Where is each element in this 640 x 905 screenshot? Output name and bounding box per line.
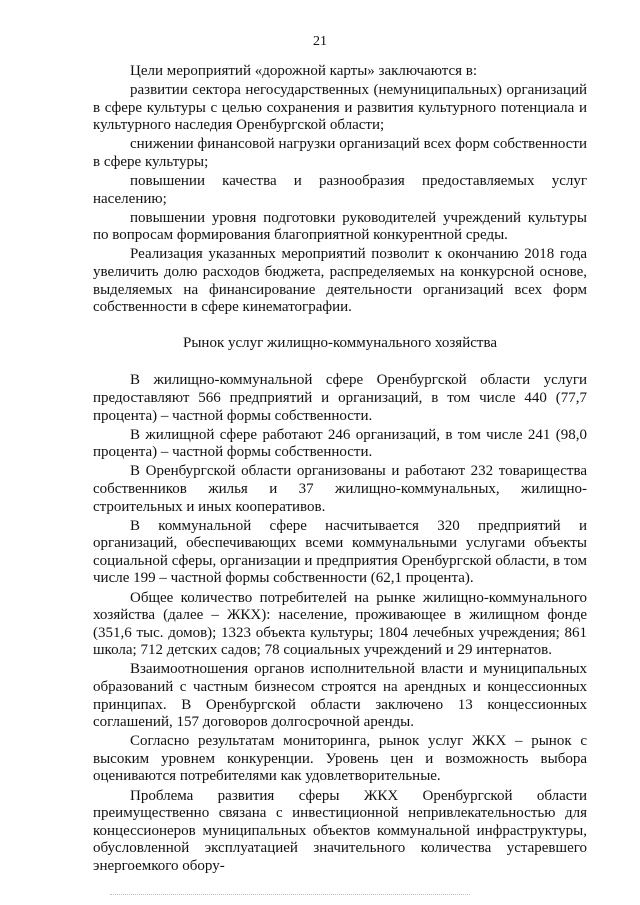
paragraph: В Оренбургской области организованы и работают 232 товарищества собственников жилья и 37 жилищно-коммунальных, жилищно-строительных и иных кооперативов.: [93, 463, 587, 515]
paragraph: повышении уровня подготовки руководителей учреждений культуры по вопросам формирования благоприятной конкурентной среды.: [93, 209, 587, 244]
page-number: 21: [313, 34, 327, 49]
section-heading: Рынок услуг жилищно-коммунального хозяйства: [183, 334, 497, 351]
scan-artifact-line: [110, 892, 470, 895]
paragraph: В жилищной сфере работают 246 организаций, в том числе 241 (98,0 процента) – частной формы собственности.: [93, 426, 587, 461]
paragraph: Проблема развития сферы ЖКХ Оренбургской области преимущественно связана с инвестиционной непривлекательностью для концессионеров муниципальных объектов коммунальной инфраструктуры, обусловленной эксплуатацией значительного количества устаревшего энергоемкого обору-: [93, 787, 587, 874]
document-body: [93, 63, 587, 877]
paragraph: В жилищно-коммунальной сфере Оренбургской области услуги предоставляют 566 предприятий и организаций, в том числе 440 (77,7 процента) – частной формы собственности.: [93, 372, 587, 424]
paragraph: В коммунальной сфере насчитывается 320 предприятий и организаций, обеспечивающих всеми коммунальными услугами объекты социальной сферы, организации и предприятия Оренбургской области, в том числе 199 – частной формы собственности (62,1 процента).: [93, 517, 587, 587]
paragraph: развитии сектора негосударственных (немуниципальных) организаций в сфере культуры с целью сохранения и развития культурного потенциала и культурного наследия Оренбургской области;: [93, 82, 587, 134]
paragraph: снижении финансовой нагрузки организаций всех форм собственности в сфере культуры;: [93, 136, 587, 170]
paragraph: Общее количество потребителей на рынке жилищно-коммунального хозяйства (далее – ЖКХ): население, проживающее в жилищном фонде (351,6 тыс. домов); 1323 объекта культуры; 1804 лечебных учреждения; 861 школа; 712 детских садов; 78 социальных учреждений и 29 интернатов.: [93, 589, 587, 659]
paragraph: Согласно результатам мониторинга, рынок услуг ЖКХ – рынок с высоким уровнем конкуренции. Уровень цен и возможность выбора оцениваются потребителями как удовлетворительные.: [93, 733, 587, 785]
paragraph: Цели мероприятий «дорожной карты» заключаются в:: [130, 63, 478, 79]
paragraph: повышении качества и разнообразия предоставляемых услуг населению;: [93, 173, 587, 207]
paragraph: Взаимоотношения органов исполнительной власти и муниципальных образований с частным бизнесом строятся на арендных и концессионных принципах. В Оренбургской области заключено 13 концессионных соглашений, 157 договоров долгосрочной аренды.: [93, 661, 587, 731]
paragraph: Реализация указанных мероприятий позволит к окончанию 2018 года увеличить долю расходов бюджета, распределяемых на конкурсной основе, выделяемых на финансирование деятельности организаций всех форм собственности в сфере кинематографии.: [93, 246, 587, 316]
